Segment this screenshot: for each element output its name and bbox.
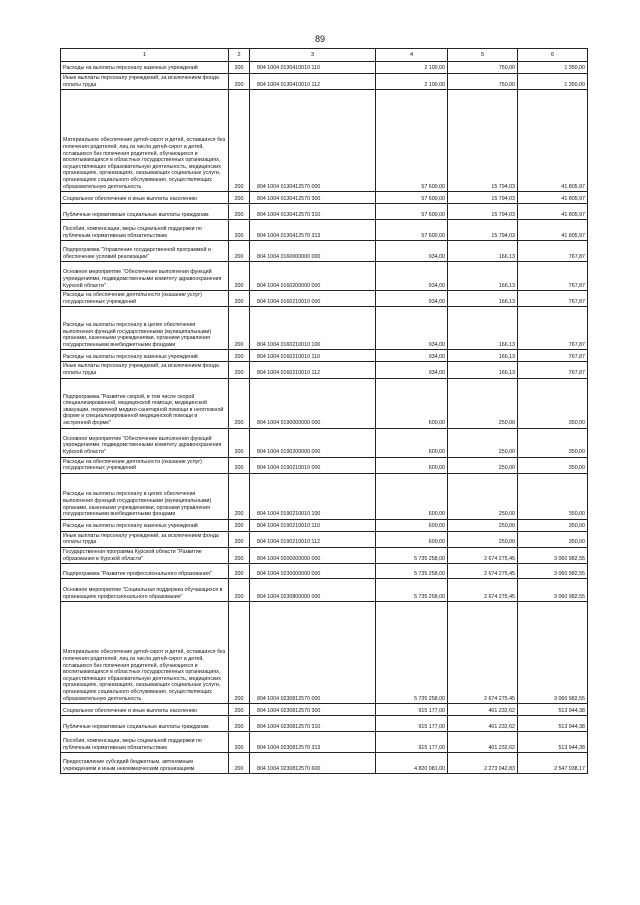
row-budget-code: 804 1004 0130412570 313 — [250, 220, 376, 241]
row-remaining-amount: 767,87 — [518, 307, 588, 350]
row-approved-amount: 934,00 — [376, 241, 448, 262]
row-remaining-amount: 767,87 — [518, 362, 588, 378]
row-description: Расходы на выплаты персоналу в целях обеспечения выполнения функций государственными (муниципальными) органами, казенными учреждениями, органами управления государственными внебюджетными фондами — [61, 473, 229, 519]
row-admin-code: 200 — [229, 262, 250, 291]
table-row — [61, 307, 588, 350]
row-description: Публичные нормативные социальные выплаты гражданам — [61, 716, 229, 732]
row-executed-amount: 250,00 — [448, 428, 518, 457]
row-executed-amount: 401 232,62 — [448, 704, 518, 716]
table-row — [61, 74, 588, 90]
row-approved-amount: 57 600,00 — [376, 204, 448, 220]
row-remaining-amount: 350,00 — [518, 457, 588, 473]
row-remaining-amount: 3 060 982,55 — [518, 602, 588, 704]
row-executed-amount: 2 273 042,83 — [448, 753, 518, 774]
table-row — [61, 90, 588, 192]
row-description: Иные выплаты персоналу учреждений, за исключением фонда оплаты труда — [61, 362, 229, 378]
row-approved-amount: 600,00 — [376, 457, 448, 473]
table-row — [61, 220, 588, 241]
row-admin-code: 200 — [229, 531, 250, 547]
page-number: 89 — [314, 34, 325, 44]
header-col-6: 6 — [518, 49, 588, 62]
row-approved-amount: 600,00 — [376, 378, 448, 428]
row-budget-code: 804 1004 0130410010 112 — [250, 74, 376, 90]
row-approved-amount: 600,00 — [376, 473, 448, 519]
header-col-5: 5 — [448, 49, 518, 62]
row-description: Социальное обеспечение и иные выплаты населению — [61, 704, 229, 716]
row-approved-amount: 600,00 — [376, 519, 448, 531]
row-executed-amount: 750,00 — [448, 62, 518, 74]
row-remaining-amount: 3 060 982,55 — [518, 564, 588, 579]
row-admin-code: 200 — [229, 192, 250, 204]
row-executed-amount: 15 794,03 — [448, 90, 518, 192]
row-description: Подпрограмма "Развитие профессионального образования" — [61, 564, 229, 579]
row-budget-code: 804 1004 0190210010 112 — [250, 531, 376, 547]
row-approved-amount: 915 177,00 — [376, 716, 448, 732]
row-remaining-amount: 41 805,97 — [518, 192, 588, 204]
row-executed-amount: 166,13 — [448, 307, 518, 350]
row-approved-amount: 57 600,00 — [376, 90, 448, 192]
row-remaining-amount: 513 944,38 — [518, 716, 588, 732]
row-description: Материальное обеспечение детей-сирот и детей, оставшихся без попечения родителей, лиц из числа детей-сирот и детей, оставшихся без попечения родителей, обучающихся и воспитывающихся в областных государственных организациях, осуществляющих образовательную деятельность, медицинских организациях, организациях, оказывающих социальные услуги, организациях социального обслуживания, осуществляющих образовательную деятельность — [61, 602, 229, 704]
row-approved-amount: 934,00 — [376, 350, 448, 362]
row-remaining-amount: 350,00 — [518, 473, 588, 519]
row-admin-code: 200 — [229, 362, 250, 378]
row-executed-amount: 2 674 275,45 — [448, 564, 518, 579]
row-description: Материальное обеспечение детей-сирот и детей, оставшихся без попечения родителей, лиц из числа детей-сирот и детей, оставшихся без попечения родителей, обучающихся и воспитывающихся в областных государственных организациях, осуществляющих образовательную деятельность, медицинских организациях, организациях, оказывающих социальные услуги, организациях социального обслуживания, осуществляющих образовательную деятельность — [61, 90, 229, 192]
row-approved-amount: 934,00 — [376, 262, 448, 291]
row-budget-code: 804 1004 0160210010 110 — [250, 350, 376, 362]
row-executed-amount: 166,13 — [448, 291, 518, 307]
row-remaining-amount: 350,00 — [518, 428, 588, 457]
row-description: Государственная программа Курской области "Развитие образования в Курской области" — [61, 548, 229, 564]
row-budget-code: 804 1004 0190210010 000 — [250, 457, 376, 473]
row-budget-code: 804 1004 0160210010 100 — [250, 307, 376, 350]
row-remaining-amount: 513 944,38 — [518, 704, 588, 716]
row-budget-code: 804 1004 0190210010 100 — [250, 473, 376, 519]
table-header-row — [61, 49, 588, 62]
row-admin-code: 200 — [229, 704, 250, 716]
row-remaining-amount: 1 350,00 — [518, 74, 588, 90]
row-remaining-amount: 767,87 — [518, 262, 588, 291]
row-remaining-amount: 1 350,00 — [518, 62, 588, 74]
row-executed-amount: 250,00 — [448, 531, 518, 547]
row-description: Иные выплаты персоналу учреждений, за исключением фонда оплаты труда — [61, 531, 229, 547]
row-remaining-amount: 3 060 982,55 — [518, 548, 588, 564]
row-budget-code: 804 1004 0200000000 000 — [250, 548, 376, 564]
row-description: Иные выплаты персоналу учреждений, за исключением фонда оплаты труда — [61, 74, 229, 90]
row-executed-amount: 15 794,03 — [448, 220, 518, 241]
row-approved-amount: 934,00 — [376, 291, 448, 307]
row-description: Расходы на выплаты персоналу казенных учреждений — [61, 519, 229, 531]
table-row — [61, 519, 588, 531]
table-row — [61, 350, 588, 362]
row-executed-amount: 250,00 — [448, 519, 518, 531]
row-budget-code: 804 1004 0160000000 000 — [250, 241, 376, 262]
row-executed-amount: 750,00 — [448, 74, 518, 90]
row-approved-amount: 5 735 258,00 — [376, 579, 448, 602]
row-remaining-amount: 350,00 — [518, 519, 588, 531]
row-description: Публичные нормативные социальные выплаты гражданам — [61, 204, 229, 220]
row-admin-code: 200 — [229, 90, 250, 192]
row-admin-code: 200 — [229, 74, 250, 90]
row-executed-amount: 166,13 — [448, 262, 518, 291]
row-description: Расходы на обеспечение деятельности (оказание услуг) государственных учреждений — [61, 291, 229, 307]
row-remaining-amount: 513 944,38 — [518, 732, 588, 753]
row-approved-amount: 5 735 258,00 — [376, 564, 448, 579]
row-approved-amount: 2 100,00 — [376, 74, 448, 90]
row-executed-amount: 15 794,03 — [448, 192, 518, 204]
table-row — [61, 753, 588, 774]
row-budget-code: 804 1004 0230812570 600 — [250, 753, 376, 774]
table-row — [61, 579, 588, 602]
row-admin-code: 200 — [229, 579, 250, 602]
row-budget-code: 804 1004 0190210010 110 — [250, 519, 376, 531]
row-admin-code: 200 — [229, 291, 250, 307]
row-remaining-amount: 350,00 — [518, 378, 588, 428]
row-description: Основное мероприятие "Обеспечение выполнения функций учреждениями, подведомственными комитету здравоохранения Курской области" — [61, 428, 229, 457]
row-budget-code: 804 1004 0230812570 000 — [250, 602, 376, 704]
row-executed-amount: 2 674 275,45 — [448, 579, 518, 602]
row-remaining-amount: 3 060 982,55 — [518, 579, 588, 602]
row-budget-code: 804 1004 0230000000 000 — [250, 564, 376, 579]
row-approved-amount: 5 735 258,00 — [376, 548, 448, 564]
row-executed-amount: 401 232,62 — [448, 716, 518, 732]
row-executed-amount: 15 794,03 — [448, 204, 518, 220]
row-remaining-amount: 41 805,97 — [518, 204, 588, 220]
row-remaining-amount: 350,00 — [518, 531, 588, 547]
row-budget-code: 804 1004 0230812570 300 — [250, 704, 376, 716]
row-approved-amount: 600,00 — [376, 531, 448, 547]
table-row — [61, 291, 588, 307]
row-description: Предоставление субсидий бюджетным, автономным учреждениям и иным некоммерческим организациям — [61, 753, 229, 774]
row-approved-amount: 2 100,00 — [376, 62, 448, 74]
row-executed-amount: 166,13 — [448, 241, 518, 262]
header-col-2: 2 — [229, 49, 250, 62]
table-row — [61, 262, 588, 291]
row-approved-amount: 57 600,00 — [376, 192, 448, 204]
row-admin-code: 200 — [229, 62, 250, 74]
table-row — [61, 704, 588, 716]
row-admin-code: 200 — [229, 241, 250, 262]
row-remaining-amount: 767,87 — [518, 291, 588, 307]
row-remaining-amount: 767,87 — [518, 350, 588, 362]
row-approved-amount: 934,00 — [376, 307, 448, 350]
row-budget-code: 804 1004 0230800000 000 — [250, 579, 376, 602]
budget-table — [60, 48, 588, 774]
row-budget-code: 804 1004 0190000000 000 — [250, 378, 376, 428]
row-remaining-amount: 2 547 038,17 — [518, 753, 588, 774]
row-executed-amount: 401 232,62 — [448, 732, 518, 753]
table-row — [61, 192, 588, 204]
row-description: Расходы на выплаты персоналу казенных учреждений — [61, 350, 229, 362]
row-approved-amount: 915 177,00 — [376, 732, 448, 753]
header-col-3: 3 — [250, 49, 376, 62]
row-budget-code: 804 1004 0160210010 112 — [250, 362, 376, 378]
row-description: Расходы на обеспечение деятельности (оказание услуг) государственных учреждений — [61, 457, 229, 473]
row-executed-amount: 2 674 275,45 — [448, 602, 518, 704]
row-approved-amount: 4 820 081,00 — [376, 753, 448, 774]
row-admin-code: 200 — [229, 716, 250, 732]
table-row — [61, 378, 588, 428]
row-approved-amount: 57 600,00 — [376, 220, 448, 241]
row-executed-amount: 250,00 — [448, 457, 518, 473]
row-description: Подпрограмма "Управление государственной программой и обеспечение условий реализации" — [61, 241, 229, 262]
row-admin-code: 200 — [229, 220, 250, 241]
header-col-4: 4 — [376, 49, 448, 62]
row-admin-code: 200 — [229, 519, 250, 531]
row-admin-code: 200 — [229, 564, 250, 579]
row-admin-code: 200 — [229, 602, 250, 704]
row-remaining-amount: 41 805,97 — [518, 90, 588, 192]
row-budget-code: 804 1004 0190200000 000 — [250, 428, 376, 457]
row-remaining-amount: 767,87 — [518, 241, 588, 262]
row-executed-amount: 166,13 — [448, 362, 518, 378]
row-budget-code: 804 1004 0160210010 000 — [250, 291, 376, 307]
row-admin-code: 200 — [229, 307, 250, 350]
row-budget-code: 804 1004 0130412570 310 — [250, 204, 376, 220]
row-approved-amount: 915 177,00 — [376, 704, 448, 716]
row-description: Пособия, компенсации, меры социальной поддержки по публичным нормативным обязательствам — [61, 220, 229, 241]
table-row — [61, 564, 588, 579]
row-admin-code: 200 — [229, 548, 250, 564]
row-executed-amount: 2 674 275,45 — [448, 548, 518, 564]
row-description: Социальное обеспечение и иные выплаты населению — [61, 192, 229, 204]
row-admin-code: 200 — [229, 457, 250, 473]
row-remaining-amount: 41 805,97 — [518, 220, 588, 241]
table-row — [61, 473, 588, 519]
row-admin-code: 200 — [229, 350, 250, 362]
row-budget-code: 804 1004 0230812570 310 — [250, 716, 376, 732]
budget-table-body — [61, 49, 588, 774]
table-row — [61, 428, 588, 457]
table-row — [61, 241, 588, 262]
table-row — [61, 362, 588, 378]
table-row — [61, 732, 588, 753]
row-description: Расходы на выплаты персоналу казенных учреждений — [61, 62, 229, 74]
row-admin-code: 200 — [229, 473, 250, 519]
row-executed-amount: 250,00 — [448, 473, 518, 519]
row-budget-code: 804 1004 0130412570 300 — [250, 192, 376, 204]
row-description: Основное мероприятие "Социальная поддержка обучающихся в организациях профессионального образования" — [61, 579, 229, 602]
row-approved-amount: 600,00 — [376, 428, 448, 457]
row-executed-amount: 166,13 — [448, 350, 518, 362]
row-admin-code: 200 — [229, 428, 250, 457]
row-budget-code: 804 1004 0130410010 110 — [250, 62, 376, 74]
table-row — [61, 204, 588, 220]
row-approved-amount: 5 735 258,00 — [376, 602, 448, 704]
table-row — [61, 716, 588, 732]
row-admin-code: 200 — [229, 378, 250, 428]
table-row — [61, 457, 588, 473]
table-row — [61, 62, 588, 74]
row-approved-amount: 934,00 — [376, 362, 448, 378]
row-admin-code: 200 — [229, 204, 250, 220]
row-budget-code: 804 1004 0160200000 000 — [250, 262, 376, 291]
row-admin-code: 200 — [229, 732, 250, 753]
row-description: Пособия, компенсации, меры социальной поддержки по публичным нормативным обязательствам — [61, 732, 229, 753]
row-description: Подпрограмма "Развитие скорой, в том числе скорой специализированной, медицинской помощи, медицинской эвакуации, первичной медико-санитарной помощи в неотложной форме и специализированной медицинской помощи в экстренной форме" — [61, 378, 229, 428]
row-admin-code: 200 — [229, 753, 250, 774]
row-budget-code: 804 1004 0130412570 000 — [250, 90, 376, 192]
table-row — [61, 548, 588, 564]
table-row — [61, 531, 588, 547]
row-executed-amount: 250,00 — [448, 378, 518, 428]
row-description: Основное мероприятие "Обеспечение выполнения функций учреждениями, подведомственными комитету здравоохранения Курской области" — [61, 262, 229, 291]
row-budget-code: 804 1004 0230812570 313 — [250, 732, 376, 753]
header-col-1: 1 — [61, 49, 229, 62]
row-description: Расходы на выплаты персоналу в целях обеспечения выполнения функций государственными (муниципальными) органами, казенными учреждениями, органами управления государственными внебюджетными фондами — [61, 307, 229, 350]
table-row — [61, 602, 588, 704]
